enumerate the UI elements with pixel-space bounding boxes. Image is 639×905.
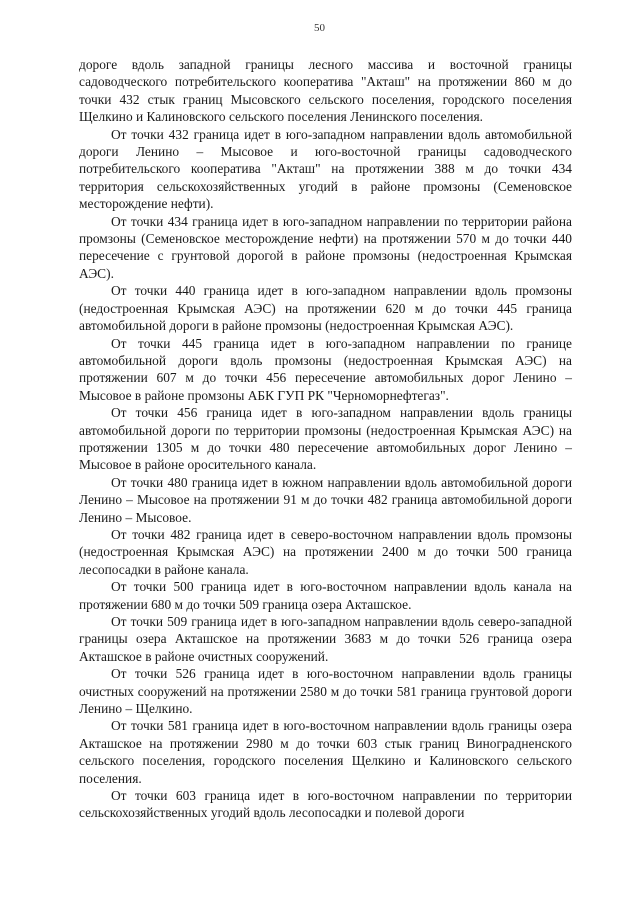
paragraph: От точки 445 граница идет в юго-западном направлении по границе автомобильной дороги вдоль промзоны (недостроенная Крымская АЭС) на протяжении 607 м до точки 456 пересечение автомобильных дорог Ленино – Мысовое в районе промзоны АБК ГУП РК "Черноморнефтегаз". xyxy=(79,335,572,403)
page-number: 50 xyxy=(314,22,325,34)
paragraph: От точки 482 граница идет в северо-восточном направлении вдоль промзоны (недостроенная Крымская АЭС) на протяжении 2400 м до точки 500 граница лесопосадки в районе канала. xyxy=(79,526,572,577)
paragraph: От точки 603 граница идет в юго-восточном направлении по территории сельскохозяйственных угодий вдоль лесопосадки и полевой дороги xyxy=(79,788,572,821)
paragraph: От точки 432 граница идет в юго-западном направлении вдоль автомобильной дороги Ленино – Мысовое и юго-восточной границы садоводческого потребительского кооператива "Акташ" на протяжении 388 м до точки 434 территория сельскохозяйственных угодий в районе промзоны (Семеновское месторождение нефти). xyxy=(79,126,572,212)
paragraph: От точки 434 граница идет в юго-западном направлении по территории района промзоны (Семеновское месторождение нефти) на протяжении 570 м до точки 440 пересечение с грунтовой дорогой в районе промзоны (недостроенная Крымская АЭС). xyxy=(79,213,572,281)
paragraph: От точки 509 граница идет в юго-западном направлении вдоль северо-западной границы озера Акташское на протяжении 3683 м до точки 526 граница озера Акташское в районе очистных сооружений. xyxy=(79,614,572,664)
paragraph: От точки 440 граница идет в юго-западном направлении вдоль промзоны (недостроенная Крымская АЭС) на протяжении 620 м до точки 445 граница автомобильной дороги в районе промзоны (недостроенная Крымская АЭС). xyxy=(79,283,572,334)
paragraph: От точки 456 граница идет в юго-западном направлении вдоль границы автомобильной дороги по территории промзоны (недостроенная Крымская АЭС) на протяжении 1305 м до точки 480 пересечение автомобильных дорог Ленино – Мысовое в районе оросительного канала. xyxy=(79,405,572,473)
document-body xyxy=(79,56,572,822)
paragraph: От точки 480 граница идет в южном направлении вдоль автомобильной дороги Ленино – Мысовое на протяжении 91 м до точки 482 граница автомобильной дороги Ленино – Мысовое. xyxy=(79,474,572,525)
paragraph: дороге вдоль западной границы лесного массива и восточной границы садоводческого потребительского кооператива "Акташ" на протяжении 860 м до точки 432 стык границ Мысовского сельского поселения, городского поселения Щелкино и Калиновского сельского поселения Ленинского поселения. xyxy=(79,57,572,125)
paragraph: От точки 581 граница идет в юго-восточном направлении вдоль границы озера Акташское на протяжении 2980 м до точки 603 стык границ Виноградненского сельского поселения, городского поселения Щелкино и Калиновского сельского поселения. xyxy=(79,718,572,786)
paragraph: От точки 526 граница идет в юго-восточном направлении вдоль границы очистных сооружений на протяжении 2580 м до точки 581 граница грунтовой дороги Ленино – Щелкино. xyxy=(79,666,572,717)
paragraph: От точки 500 граница идет в юго-восточном направлении вдоль канала на протяжении 680 м до точки 509 граница озера Акташское. xyxy=(79,579,572,612)
